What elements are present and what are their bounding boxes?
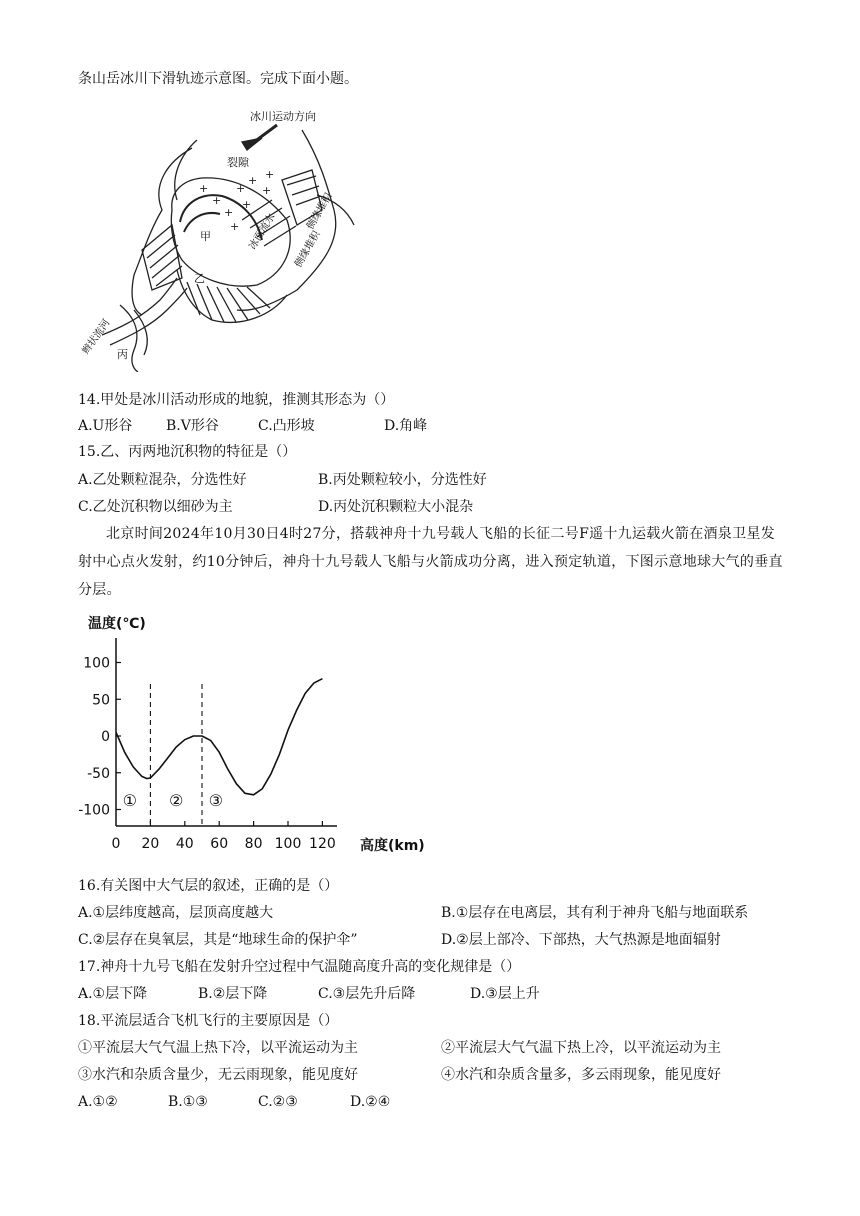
atmosphere-chart <box>78 612 438 862</box>
svg-text:+: + <box>242 198 252 211</box>
temperature-curve <box>116 679 322 795</box>
lateral-moraine-label-2: 侧缘堆积 <box>293 229 323 270</box>
q15-stem: 15.乙、丙两地沉积物的特征是（） <box>78 444 297 460</box>
intro-text: 条山岳冰川下滑轨迹示意图。完成下面小题。 <box>78 71 358 87</box>
x-tick-label: 60 <box>210 836 229 852</box>
q18-statement-2: ②平流层大气气温下热上冷，以平流运动为主 <box>441 1040 721 1056</box>
label-yi: 乙 <box>194 272 205 285</box>
y-tick-label: -100 <box>78 802 110 819</box>
q16-option-c[interactable]: C.②层存在臭氧层，其是“地球生命的保护伞” <box>78 932 358 948</box>
direction-label: 冰川运动方向 <box>250 110 316 123</box>
q17-option-b[interactable]: B.②层下降 <box>198 986 268 1002</box>
y-tick-label: 0 <box>101 729 110 745</box>
q16-option-b[interactable]: B.①层存在电离层，其有利于神舟飞船与地面联系 <box>441 905 749 921</box>
q15-option-c[interactable]: C.乙处沉积物以细砂为主 <box>78 499 233 515</box>
q14-option-d[interactable]: D.角峰 <box>384 418 428 434</box>
q15-option-a[interactable]: A.乙处颗粒混杂，分选性好 <box>78 472 247 488</box>
svg-text:+: + <box>199 182 209 195</box>
chart-xlabel: 高度(km) <box>360 838 425 854</box>
q18-statement-3: ③水汽和杂质含量少，无云雨现象，能见度好 <box>78 1067 358 1083</box>
q18-option-a[interactable]: A.①② <box>78 1094 118 1110</box>
svg-text:+: + <box>212 194 222 207</box>
q14-option-c[interactable]: C.凸形坡 <box>258 418 315 434</box>
q15-option-d[interactable]: D.丙处沉积颗粒大小混杂 <box>318 499 474 515</box>
q14-option-b[interactable]: B.V形谷 <box>166 418 219 434</box>
q14-option-a[interactable]: A.U形谷 <box>78 418 133 434</box>
q18-statement-1: ①平流层大气气温上热下冷，以平流运动为主 <box>78 1040 358 1056</box>
svg-text:+: + <box>265 168 275 181</box>
q18-statement-4: ④水汽和杂质含量多，多云雨现象，能见度好 <box>441 1067 721 1083</box>
x-tick-label: 100 <box>274 836 302 852</box>
q17-option-d[interactable]: D.③层上升 <box>470 986 540 1002</box>
crevasse-label: 裂隙 <box>227 156 249 169</box>
y-tick-label: -50 <box>87 765 110 782</box>
layer-label: ② <box>169 791 184 810</box>
chart-ylabel: 温度(℃) <box>88 616 146 632</box>
q18-stem: 18.平流层适合飞机飞行的主要原因是（） <box>78 1013 339 1029</box>
meltwater-label: 冰面流水 <box>247 211 278 252</box>
label-jia: 甲 <box>200 230 211 243</box>
q16-stem: 16.有关图中大气层的叙述，正确的是（） <box>78 878 339 894</box>
x-tick-label: 40 <box>175 836 194 852</box>
x-tick-label: 120 <box>309 836 336 852</box>
x-tick-label: 80 <box>244 836 263 852</box>
q16-option-a[interactable]: A.①层纬度越高，层顶高度越大 <box>78 905 274 921</box>
layer-label: ③ <box>208 791 223 810</box>
y-tick-label: 100 <box>83 655 110 672</box>
q17-option-a[interactable]: A.①层下降 <box>78 986 148 1002</box>
river-label: 辫状流河 <box>80 317 113 357</box>
y-tick-label: 50 <box>92 692 110 709</box>
q18-option-d[interactable]: D.②④ <box>350 1094 391 1110</box>
svg-text:+: + <box>248 174 258 187</box>
svg-text:+: + <box>236 182 246 195</box>
q15-option-b[interactable]: B.丙处颗粒较小，分选性好 <box>318 472 487 488</box>
label-bing: 丙 <box>117 348 128 361</box>
q18-option-b[interactable]: B.①③ <box>168 1094 208 1110</box>
svg-text:+: + <box>224 206 234 219</box>
lateral-moraine-label-1: 侧缘堆积 <box>305 191 335 232</box>
q16-option-d[interactable]: D.②层上部冷、下部热，大气热源是地面辐射 <box>441 932 721 948</box>
q14-stem: 14.甲处是冰川活动形成的地貌，推测其形态为（） <box>78 392 395 408</box>
svg-text:+: + <box>230 220 240 233</box>
q17-option-c[interactable]: C.③层先升后降 <box>318 986 416 1002</box>
x-tick-label: 20 <box>141 836 160 852</box>
x-tick-label: 0 <box>111 836 121 852</box>
glacier-diagram <box>72 100 372 372</box>
layer-label: ① <box>122 791 137 810</box>
svg-text:+: + <box>262 184 272 197</box>
q18-option-c[interactable]: C.②③ <box>258 1094 298 1110</box>
passage-text: 北京时间2024年10月30日4时27分，搭载神舟十九号载人飞船的长征二号F遥十九运载火箭在酒泉卫星发射中心点火发射，约10分钟后，神舟十九号载人飞船与火箭成功分离，进入预定轨道，下图示意地球大气的垂直分层。 <box>78 526 783 598</box>
q17-stem: 17.神舟十九号飞船在发射升空过程中气温随高度升高的变化规律是（） <box>78 959 521 975</box>
